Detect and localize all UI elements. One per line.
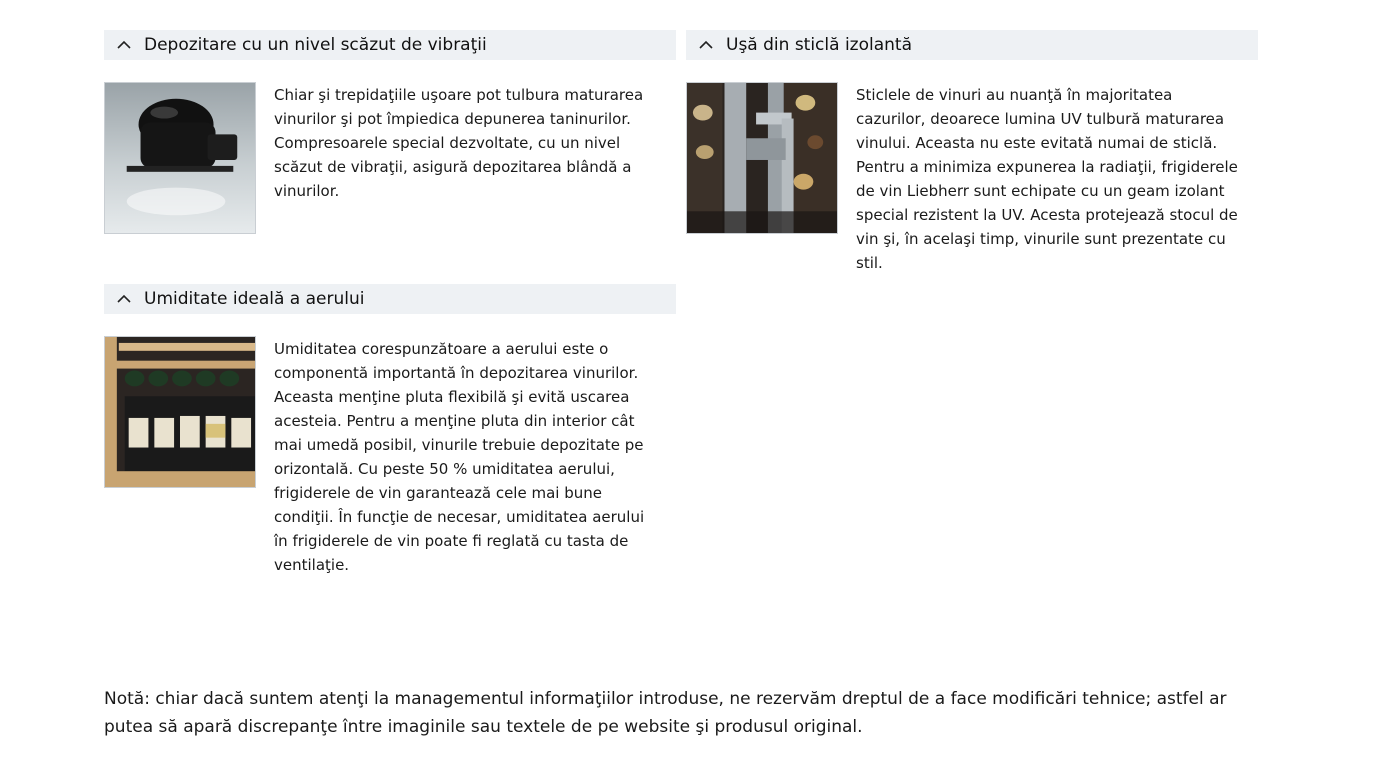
section-title: Umiditate ideală a aerului [144,289,365,309]
section-title: Depozitare cu un nivel scăzut de vibraţii [144,35,487,55]
chevron-up-icon[interactable] [104,30,144,60]
section-header-low-vibration[interactable] [104,30,676,60]
section-text: Umiditatea corespunzătoare a aerului este o componentă importantă în depozitarea vinurilor. Aceasta menţine pluta flexibilă şi evită uscarea acesteia. Pentru a menţine pluta din interior cât mai umedă posibil, vinurile trebuie depozitate pe orizontală. Cu peste 50 % umiditatea aerului, frigiderele de vin garantează cele mai bune condiţii. În funcţie de necesar, umiditatea aerului în frigiderele de vin poate fi reglată cu tasta de ventilaţie. [274,340,645,574]
section-humidity [104,284,676,577]
section-low-vibration [104,30,676,234]
disclaimer-note: Notă: chiar dacă suntem atenţi la managementul informaţiilor introduse, ne rezervăm dreptul de a face modificări tehnice; astfel ar putea să apară discrepanţe între imaginile sau textele de pe website şi produsul original. [104,689,1227,737]
section-title: Uşă din sticlă izolantă [726,35,912,55]
section-text: Sticlele de vinuri au nuanţă în majoritatea cazurilor, deoarece lumina UV tulbură maturarea vinului. Aceasta nu este evitată numai de sticlă. Pentru a minimiza expunerea la radiaţii, frigiderele de vin Liebherr sunt echipate cu un geam izolant special rezistent la UV. Acesta protejează stocul de vin şi, în acelaşi timp, vinurile sunt prezentate cu stil. [856,86,1238,272]
section-header-glass-door[interactable] [686,30,1258,60]
glass-door-image [686,82,838,234]
chevron-up-icon[interactable] [104,284,144,314]
chevron-up-icon[interactable] [686,30,726,60]
section-glass-door [686,30,1258,275]
section-header-humidity[interactable] [104,284,676,314]
wine-shelves-image [104,336,256,488]
section-text: Chiar şi trepidaţiile uşoare pot tulbura maturarea vinurilor şi pot împiedica depunerea taninurilor. Compresoarele special dezvoltate, cu un nivel scăzut de vibraţii, asigură depozitarea blândă a vinurilor. [274,86,644,200]
compressor-image [104,82,256,234]
